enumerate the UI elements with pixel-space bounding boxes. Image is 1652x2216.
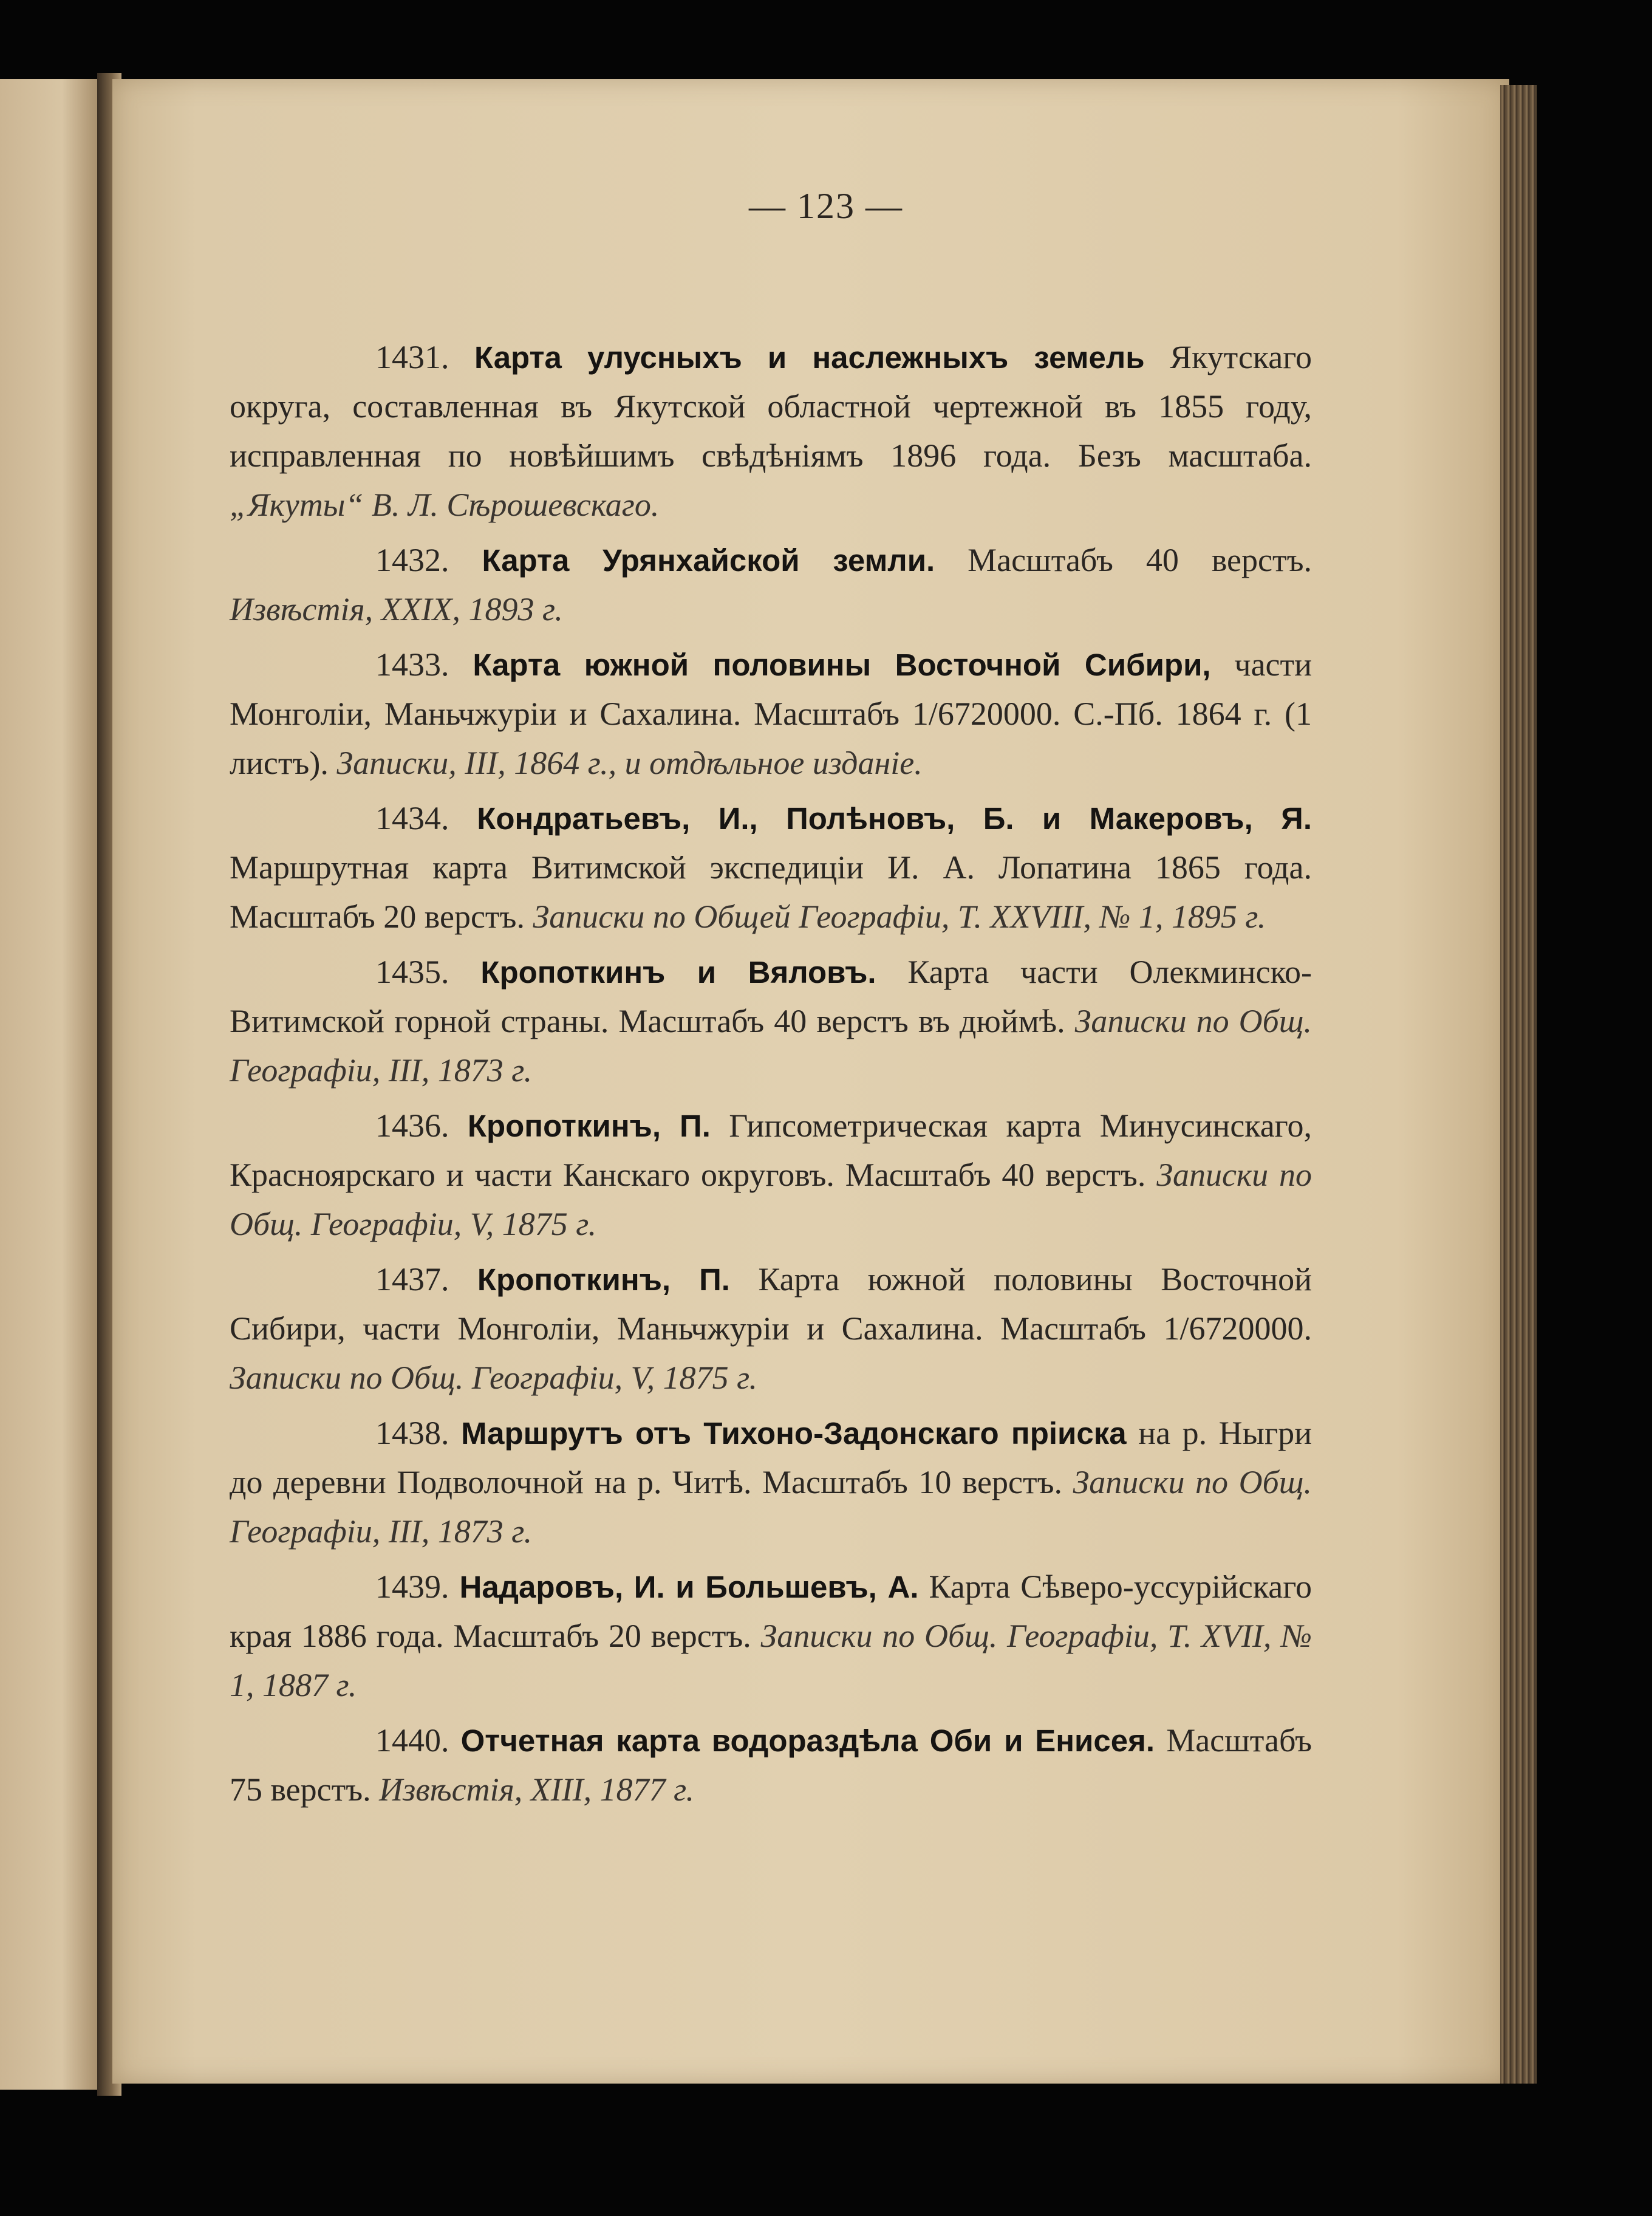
entry-title: Кондратьевъ, И., Полѣновъ, Б. и Макеровъ, Я. (477, 801, 1312, 836)
entry-number: 1436. (375, 1107, 449, 1144)
entry-title: Карта южной половины Восточной Сибири, (473, 648, 1211, 682)
entry-number: 1437. (375, 1261, 449, 1298)
entry-1439 (230, 1562, 1312, 1710)
entry-text: Масштабъ 75 верстъ. (230, 1722, 1312, 1808)
page-number: — 123 — (749, 186, 903, 226)
entry-number: 1440. (375, 1722, 449, 1759)
entry-number: 1435. (375, 954, 449, 990)
entry-number: 1439. (375, 1568, 449, 1605)
entry-title: Надаровъ, И. и Большевъ, А. (459, 1570, 919, 1604)
entry-text: части Монголіи, Маньчжуріи и Сахалина. Масштабъ 1/6720000. С.-Пб. 1864 г. (1 листъ). (230, 646, 1312, 781)
entry-title: Отчетная карта водораздѣла Оби и Енисея. (460, 1723, 1155, 1758)
entry-source: Записки по Общей Географіи, Т. XXVIII, № 1, 1895 г. (533, 898, 1266, 935)
entry-text: Масштабъ 40 верстъ. (968, 542, 1312, 578)
entry-1432 (230, 536, 1312, 634)
entry-title: Кропоткинъ, П. (467, 1109, 711, 1143)
entry-text: Карта Сѣверо-уссурійскаго края 1886 года. Масштабъ 20 верстъ. (230, 1568, 1312, 1654)
entry-text: Маршрутная карта Витимской экспедиціи И. А. Лопатина 1865 года. Масштабъ 20 верстъ. (230, 849, 1312, 935)
entry-1433 (230, 640, 1312, 788)
entry-1431 (230, 333, 1312, 530)
entry-1437 (230, 1255, 1312, 1403)
entry-text: Карта части Олекминско-Витимской горной страны. Масштабъ 40 верстъ въ дюймѣ. (230, 954, 1312, 1039)
entry-source: „Якуты“ В. Л. Сѣрошевскаго. (230, 487, 660, 523)
entry-source: Записки по Общ. Географіи, III, 1873 г. (230, 1003, 1312, 1089)
entry-title: Карта Урянхайской земли. (482, 543, 935, 578)
entry-source: Записки, III, 1864 г., и отдѣльное изданіе. (336, 745, 923, 781)
entry-text: Гипсометрическая карта Минусинскаго, Красноярскаго и части Канскаго округовъ. Масштабъ 40 верстъ. (230, 1107, 1312, 1193)
entry-source: Записки по Общ. Географіи, III, 1873 г. (230, 1464, 1312, 1550)
entry-source: Записки по Общ. Географіи, Т. XVII, № 1, 1887 г. (230, 1618, 1312, 1703)
page-edges (1500, 85, 1537, 2084)
left-page-edge (0, 79, 103, 2090)
entry-number: 1438. (375, 1415, 449, 1451)
entry-source: Записки по Общ. Географіи, V, 1875 г. (230, 1157, 1312, 1242)
entry-source: Извѣстія, XIII, 1877 г. (379, 1771, 695, 1808)
entries-list (230, 333, 1312, 1821)
entry-1440 (230, 1716, 1312, 1814)
entry-number: 1432. (375, 542, 449, 578)
entry-1438 (230, 1409, 1312, 1556)
entry-title: Маршрутъ отъ Тихоно-Задонскаго пріиска (461, 1416, 1127, 1451)
entry-source: Извѣстія, XXIX, 1893 г. (230, 591, 563, 628)
entry-number: 1433. (375, 646, 449, 683)
entry-number: 1434. (375, 800, 449, 836)
entry-title: Кропоткинъ и Вяловъ. (480, 955, 876, 990)
entry-text: Якутскаго округа, составленная въ Якутской областной чертежной въ 1855 году, исправленная по новѣйшимъ свѣдѣніямъ 1896 года. Безъ масштаба. (230, 339, 1312, 474)
entry-title: Кропоткинъ, П. (477, 1262, 730, 1297)
entry-text: Карта южной половины Восточной Сибири, части Монголіи, Маньчжуріи и Сахалина. Масштабъ 1/6720000. (230, 1261, 1312, 1347)
entry-1434 (230, 794, 1312, 942)
entry-1435 (230, 948, 1312, 1095)
entry-1436 (230, 1101, 1312, 1249)
entry-source: Записки по Общ. Географіи, V, 1875 г. (230, 1359, 758, 1396)
entry-text: на р. Ныгри до деревни Подволочной на р. Читѣ. Масштабъ 10 верстъ. (230, 1415, 1312, 1500)
entry-title: Карта улусныхъ и наслежныхъ земель (474, 340, 1145, 375)
entry-number: 1431. (375, 339, 449, 375)
